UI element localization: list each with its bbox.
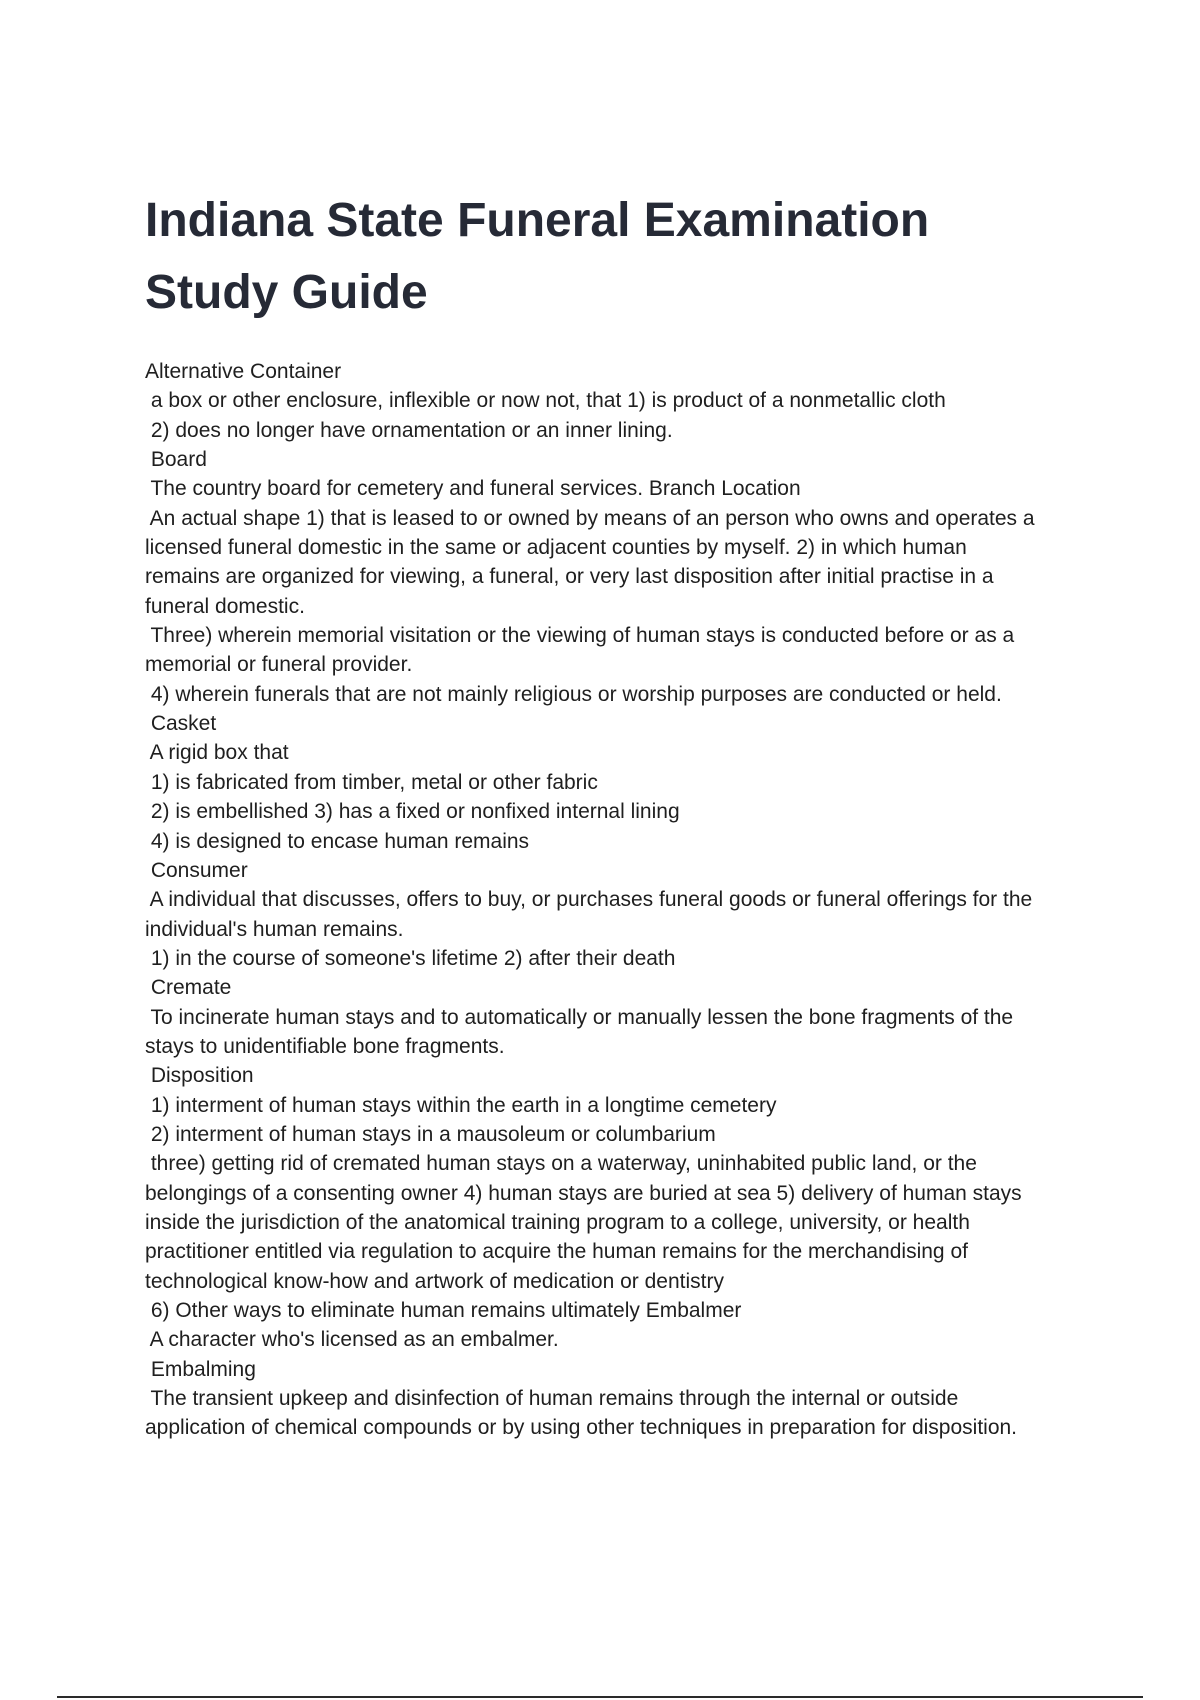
body-line: A individual that discusses, offers to buy, or purchases funeral goods or funeral offerings for the xyxy=(145,888,1033,912)
body-line: The country board for cemetery and funeral services. Branch Location xyxy=(145,477,801,501)
body-line: 2) interment of human stays in a mausoleum or columbarium xyxy=(145,1122,716,1146)
body-line: Embalming xyxy=(145,1357,256,1381)
body-line: practitioner entitled via regulation to acquire the human remains for the merchandising of xyxy=(145,1240,968,1264)
body-line: Alternative Container xyxy=(145,360,342,383)
body-line: 2) is embellished 3) has a fixed or nonfixed internal lining xyxy=(145,800,680,824)
body-line: funeral domestic. xyxy=(145,594,305,618)
footer-divider xyxy=(57,1696,1143,1698)
body-line: Casket xyxy=(145,712,217,736)
body-line: Board xyxy=(145,448,207,472)
body-line: An actual shape 1) that is leased to or owned by means of an person who owns and operates a xyxy=(145,506,1035,530)
body-line: Disposition xyxy=(145,1064,254,1088)
body-line: 4) is designed to encase human remains xyxy=(145,829,530,853)
body-line: belongings of a consenting owner 4) human stays are buried at sea 5) delivery of human stays xyxy=(145,1181,1022,1205)
body-line: technological know-how and artwork of medication or dentistry xyxy=(145,1269,724,1293)
body-line: Consumer xyxy=(145,858,248,882)
body-line: three) getting rid of cremated human stays on a waterway, uninhabited public land, or the xyxy=(145,1152,977,1176)
document-body xyxy=(145,357,1095,1443)
body-line: 4) wherein funerals that are not mainly religious or worship purposes are conducted or held. xyxy=(145,682,1002,706)
body-line: memorial or funeral provider. xyxy=(145,653,413,677)
body-line: application of chemical compounds or by using other techniques in preparation for disposition. xyxy=(145,1416,1018,1440)
body-line: A character who's licensed as an embalmer. xyxy=(145,1328,559,1352)
title-line-2: Study Guide xyxy=(145,266,428,319)
body-line: a box or other enclosure, inflexible or now not, that 1) is product of a nonmetallic cloth xyxy=(145,389,946,413)
body-line: 6) Other ways to eliminate human remains ultimately Embalmer xyxy=(145,1299,742,1322)
body-line: individual's human remains. xyxy=(145,917,404,941)
body-line: The transient upkeep and disinfection of human remains through the internal or outside xyxy=(145,1387,959,1411)
body-line: 1) interment of human stays within the earth in a longtime cemetery xyxy=(145,1093,777,1117)
body-line: 1) is fabricated from timber, metal or other fabric xyxy=(145,770,598,794)
body-line: 2) does no longer have ornamentation or an inner lining. xyxy=(145,418,673,442)
body-line: To incinerate human stays and to automatically or manually lessen the bone fragments of the xyxy=(145,1005,1014,1029)
document-title xyxy=(145,185,1045,329)
body-line: stays to unidentifiable bone fragments. xyxy=(145,1034,505,1058)
body-line: inside the jurisdiction of the anatomical training program to a college, university, or health xyxy=(145,1210,970,1234)
body-line: Three) wherein memorial visitation or the viewing of human stays is conducted before or as a xyxy=(145,624,1015,648)
body-line: Cremate xyxy=(145,976,232,1000)
body-line: licensed funeral domestic in the same or adjacent counties by myself. 2) in which human xyxy=(145,536,967,560)
body-line: 1) in the course of someone's lifetime 2) after their death xyxy=(145,946,676,970)
body-line: A rigid box that xyxy=(145,741,289,765)
title-line-1: Indiana State Funeral Examination xyxy=(145,194,930,247)
body-line: remains are organized for viewing, a funeral, or very last disposition after initial practise in a xyxy=(145,565,994,589)
